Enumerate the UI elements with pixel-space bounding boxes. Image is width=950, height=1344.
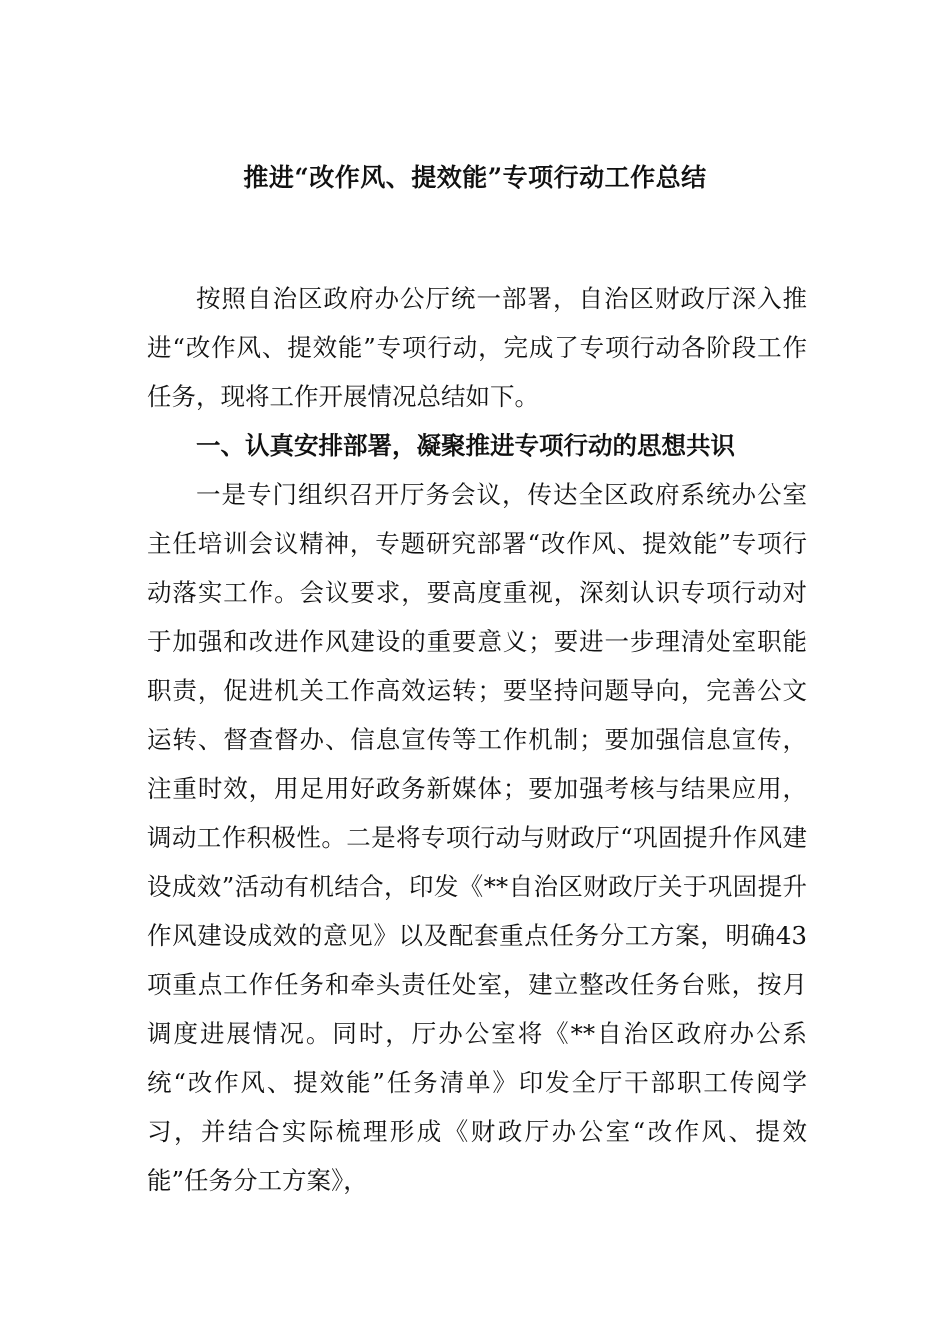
- document-title: 推进“改作风、提效能”专项行动工作总结: [243, 163, 707, 192]
- document-body: [147, 274, 807, 1205]
- intro-paragraph: 按照自治区政府办公厅统一部署，自治区财政厅深入推进“改作风、提效能”专项行动，完成了专项行动各阶段工作任务，现将工作开展情况总结如下。: [147, 284, 807, 411]
- section-paragraph: 一是专门组织召开厅务会议，传达全区政府系统办公室主任培训会议精神，专题研究部署“改作风、提效能”专项行动落实工作。会议要求，要高度重视，深刻认识专项行动对于加强和改进作风建设的重要意义；要进一步理清处室职能职责，促进机关工作高效运转；要坚持问题导向，完善公文运转、督查督办、信息宣传等工作机制；要加强信息宣传，注重时效，用足用好政务新媒体；要加强考核与结果应用，调动工作积极性。二是将专项行动与财政厅“巩固提升作风建设成效”活动有机结合，印发《**自治区财政厅关于巩固提升作风建设成效的意见》以及配套重点任务分工方案，明确43项重点工作任务和牵头责任处室，建立整改任务台账，按月调度进展情况。同时，厅办公室将《**自治区政府办公系统“改作风、提效能”任务清单》印发全厅干部职工传阅学习，并结合实际梳理形成《财政厅办公室“改作风、提效能”任务分工方案》，: [147, 480, 807, 1195]
- section-heading: 一、认真安排部署，凝聚推进专项行动的思想共识: [196, 431, 735, 460]
